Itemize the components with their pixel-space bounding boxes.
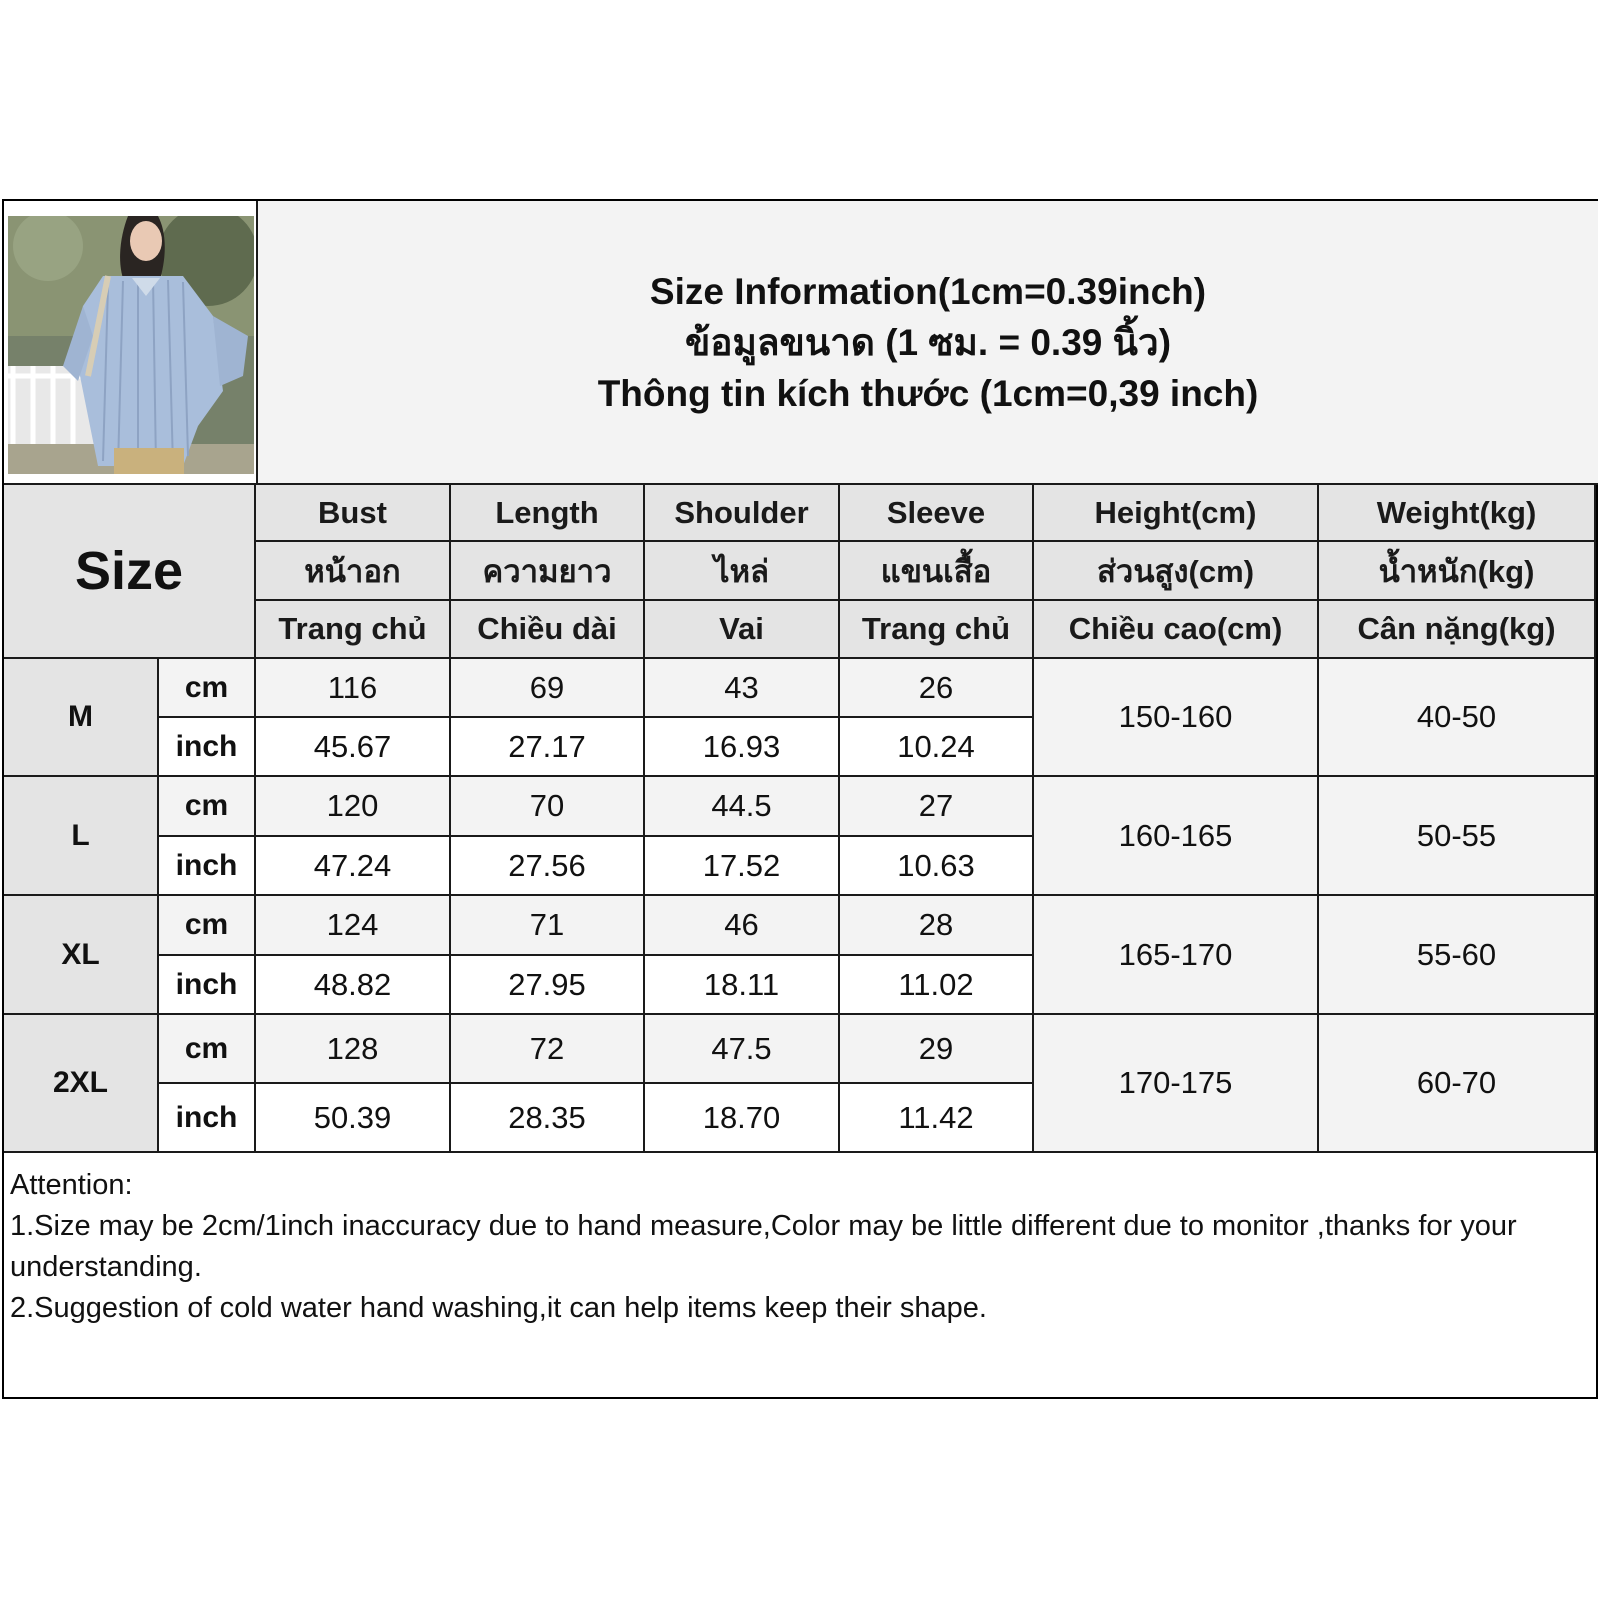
title-area — [256, 201, 1598, 485]
size-label: XL — [4, 896, 159, 1015]
height-range: 160-165 — [1034, 777, 1319, 896]
measure-cell: 11.42 — [840, 1084, 1034, 1153]
weight-range: 50-55 — [1319, 777, 1596, 896]
measure-cell: 124 — [256, 896, 451, 956]
column-header-en: Weight(kg) — [1319, 483, 1596, 542]
measure-cell: 28.35 — [451, 1084, 645, 1153]
measure-cell: 27 — [840, 777, 1034, 837]
column-header-vi: Trang chủ — [840, 601, 1034, 659]
measure-cell: 120 — [256, 777, 451, 837]
measure-cell: 116 — [256, 659, 451, 718]
size-header — [4, 483, 256, 659]
measure-cell: 45.67 — [256, 718, 451, 777]
weight-range: 60-70 — [1319, 1015, 1596, 1153]
measure-cell: 50.39 — [256, 1084, 451, 1153]
weight-range: 40-50 — [1319, 659, 1596, 777]
product-photo-frame — [4, 201, 256, 485]
measure-cell: 48.82 — [256, 956, 451, 1015]
measure-cell: 71 — [451, 896, 645, 956]
measure-cell: 44.5 — [645, 777, 840, 837]
measure-cell: 16.93 — [645, 718, 840, 777]
column-header-vi: Vai — [645, 601, 840, 659]
column-header-en: Length — [451, 483, 645, 542]
title-thai: ข้อมูลขนาด (1 ซม. = 0.39 นิ้ว) — [684, 321, 1172, 363]
height-range: 150-160 — [1034, 659, 1319, 777]
unit-label-inch: inch — [159, 956, 256, 1015]
size-label: L — [4, 777, 159, 896]
column-header-vi: Chiều dài — [451, 601, 645, 659]
measure-cell: 43 — [645, 659, 840, 718]
column-header-vi: Cân nặng(kg) — [1319, 601, 1596, 659]
measure-cell: 128 — [256, 1015, 451, 1084]
column-header-en: Sleeve — [840, 483, 1034, 542]
measure-cell: 27.56 — [451, 837, 645, 896]
column-header-en: Height(cm) — [1034, 483, 1319, 542]
column-header-th: น้ำหนัก(kg) — [1319, 542, 1596, 601]
attention-notes — [10, 1165, 1590, 1329]
measure-cell: 28 — [840, 896, 1034, 956]
column-header-th: ความยาว — [451, 542, 645, 601]
unit-label-cm: cm — [159, 777, 256, 837]
height-range: 165-170 — [1034, 896, 1319, 1015]
measure-cell: 27.95 — [451, 956, 645, 1015]
measure-cell: 10.63 — [840, 837, 1034, 896]
notes-heading: Attention: — [10, 1169, 133, 1201]
column-header-en: Shoulder — [645, 483, 840, 542]
unit-label-inch: inch — [159, 837, 256, 896]
measure-cell: 29 — [840, 1015, 1034, 1084]
notes-line-2: 2.Suggestion of cold water hand washing,it can help items keep their shape. — [10, 1292, 987, 1324]
measure-cell: 18.70 — [645, 1084, 840, 1153]
measure-cell: 27.17 — [451, 718, 645, 777]
column-header-th: ไหล่ — [645, 542, 840, 601]
measure-cell: 26 — [840, 659, 1034, 718]
unit-label-cm: cm — [159, 1015, 256, 1084]
measure-cell: 47.24 — [256, 837, 451, 896]
size-label: 2XL — [4, 1015, 159, 1153]
column-header-en: Bust — [256, 483, 451, 542]
measure-cell: 10.24 — [840, 718, 1034, 777]
title-vietnamese: Thông tin kích thước (1cm=0,39 inch) — [597, 372, 1259, 414]
column-header-th: ส่วนสูง(cm) — [1034, 542, 1319, 601]
unit-label-cm: cm — [159, 896, 256, 956]
measure-cell: 17.52 — [645, 837, 840, 896]
measure-cell: 46 — [645, 896, 840, 956]
size-header-text: Size — [74, 541, 184, 601]
title-english: Size Information(1cm=0.39inch) — [649, 270, 1207, 312]
measure-cell: 72 — [451, 1015, 645, 1084]
product-photo — [8, 216, 254, 474]
measure-cell: 18.11 — [645, 956, 840, 1015]
column-header-th: หน้าอก — [256, 542, 451, 601]
unit-label-inch: inch — [159, 718, 256, 777]
notes-line-1: 1.Size may be 2cm/1inch inaccuracy due to hand measure,Color may be little different due to monitor ,thanks for your understanding. — [10, 1210, 1517, 1283]
column-header-vi: Chiều cao(cm) — [1034, 601, 1319, 659]
measure-cell: 69 — [451, 659, 645, 718]
height-range: 170-175 — [1034, 1015, 1319, 1153]
weight-range: 55-60 — [1319, 896, 1596, 1015]
measure-cell: 11.02 — [840, 956, 1034, 1015]
column-header-vi: Trang chủ — [256, 601, 451, 659]
measure-cell: 70 — [451, 777, 645, 837]
measure-cell: 47.5 — [645, 1015, 840, 1084]
column-header-th: แขนเสื้อ — [840, 542, 1034, 601]
unit-label-cm: cm — [159, 659, 256, 718]
size-chart — [2, 199, 1598, 1399]
size-label: M — [4, 659, 159, 777]
unit-label-inch: inch — [159, 1084, 256, 1153]
